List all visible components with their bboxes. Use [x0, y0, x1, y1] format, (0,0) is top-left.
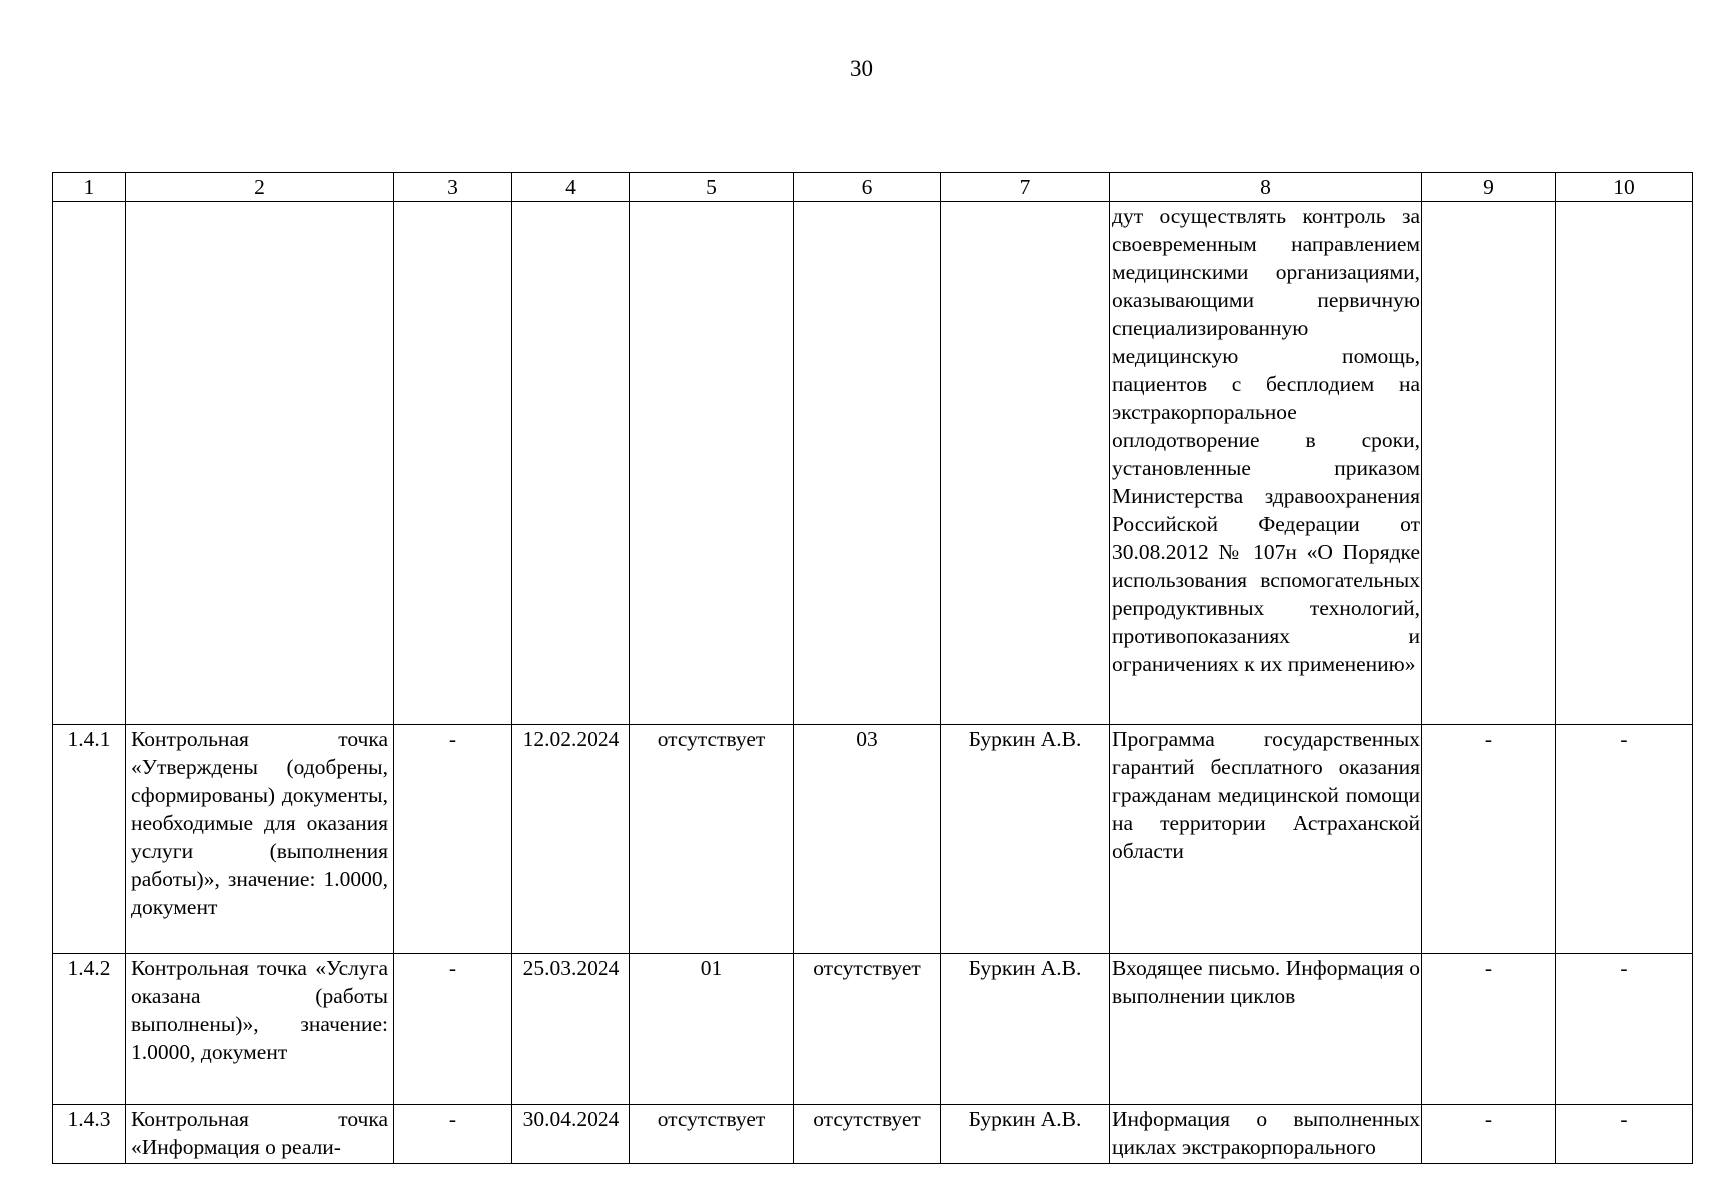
cell-number: 1.4.2 — [53, 954, 126, 1105]
table-row — [53, 1105, 1693, 1164]
cell-col3: - — [394, 725, 512, 954]
column-number-header-row — [53, 173, 1693, 202]
cell-empty — [941, 202, 1110, 725]
cell-control-point-name: Контрольная точка «Утверждены (одобрены, сформированы) документы, необходимые для оказания услуги (выполнения работы)», значение: 1.0000, документ — [126, 725, 394, 954]
cell-date: 12.02.2024 — [512, 725, 630, 954]
cell-col9: - — [1422, 954, 1556, 1105]
cell-control-point-name: Контрольная точка «Информация о реали- — [126, 1105, 394, 1164]
cell-col10: - — [1556, 725, 1693, 954]
cell-col5: 01 — [630, 954, 794, 1105]
cell-col6: 03 — [794, 725, 941, 954]
cell-empty — [394, 202, 512, 725]
cell-empty — [1556, 202, 1693, 725]
cell-date: 30.04.2024 — [512, 1105, 630, 1164]
table-row — [53, 954, 1693, 1105]
cell-number: 1.4.1 — [53, 725, 126, 954]
column-number-8: 8 — [1110, 173, 1422, 202]
cell-col9: - — [1422, 1105, 1556, 1164]
column-number-6: 6 — [794, 173, 941, 202]
cell-document: Информация о выполненных циклах экстракорпорального — [1110, 1105, 1422, 1164]
cell-control-point-name: Контрольная точка «Услуга оказана (работы выполнены)», значение: 1.0000, документ — [126, 954, 394, 1105]
cell-col9: - — [1422, 725, 1556, 954]
cell-col6: отсутствует — [794, 1105, 941, 1164]
table-row — [53, 725, 1693, 954]
column-number-1: 1 — [53, 173, 126, 202]
cell-col10: - — [1556, 954, 1693, 1105]
column-number-9: 9 — [1422, 173, 1556, 202]
cell-empty — [126, 202, 394, 725]
cell-empty — [512, 202, 630, 725]
column-number-2: 2 — [126, 173, 394, 202]
column-number-5: 5 — [630, 173, 794, 202]
column-number-3: 3 — [394, 173, 512, 202]
page-number: 30 — [850, 56, 873, 81]
cell-empty — [1422, 202, 1556, 725]
column-number-10: 10 — [1556, 173, 1693, 202]
cell-document-continued: дут осуществлять контроль за своевременным направлением медицинскими организациями, оказывающими первичную специализированную медицинскую помощь, пациентов с бесплодием на экстракорпоральное оплодотворение в сроки, установленные приказом Министерства здравоохранения Российской Федерации от 30.08.2012 № 107н «О Порядке использования вспомогательных репродуктивных технологий, противопоказаниях и ограничениях к их применению» — [1110, 202, 1422, 725]
column-number-7: 7 — [941, 173, 1110, 202]
cell-responsible: Буркин А.В. — [941, 725, 1110, 954]
cell-col3: - — [394, 954, 512, 1105]
cell-empty — [53, 202, 126, 725]
cell-date: 25.03.2024 — [512, 954, 630, 1105]
cell-col3: - — [394, 1105, 512, 1164]
cell-empty — [630, 202, 794, 725]
cell-number: 1.4.3 — [53, 1105, 126, 1164]
cell-col10: - — [1556, 1105, 1693, 1164]
cell-empty — [794, 202, 941, 725]
column-number-4: 4 — [512, 173, 630, 202]
cell-col5: отсутствует — [630, 725, 794, 954]
control-points-table — [52, 172, 1693, 1164]
cell-responsible: Буркин А.В. — [941, 954, 1110, 1105]
cell-col5: отсутствует — [630, 1105, 794, 1164]
cell-responsible: Буркин А.В. — [941, 1105, 1110, 1164]
cell-document: Входящее письмо. Информация о выполнении циклов — [1110, 954, 1422, 1105]
cell-document: Программа государственных гарантий бесплатного оказания гражданам медицинской помощи на территории Астраханской области — [1110, 725, 1422, 954]
table-row-continuation — [53, 202, 1693, 725]
cell-col6: отсутствует — [794, 954, 941, 1105]
